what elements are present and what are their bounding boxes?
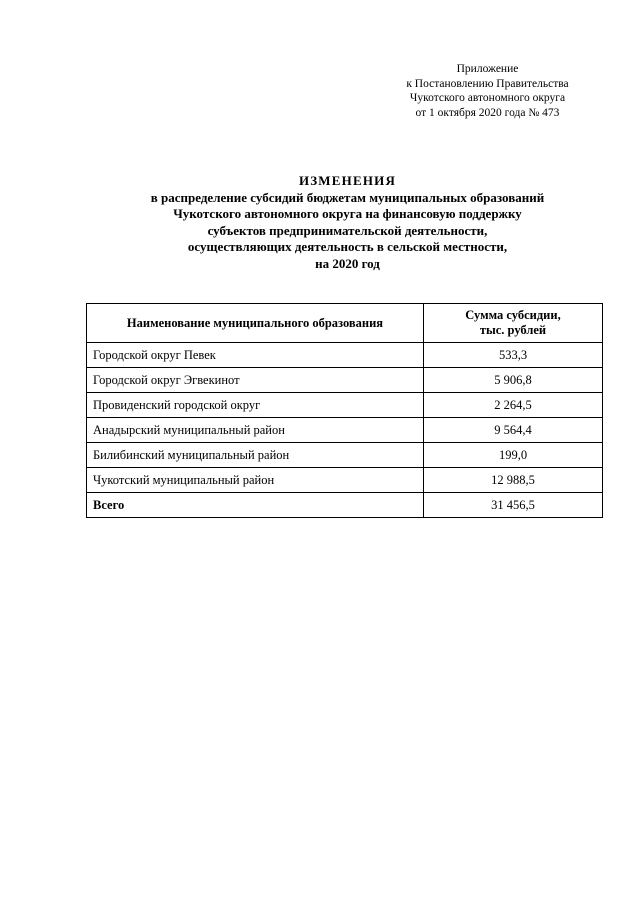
table-row xyxy=(87,343,603,368)
title-line: Чукотского автономного округа на финансовую поддержку xyxy=(173,206,522,221)
table-total-row xyxy=(87,493,603,518)
title-line: в распределение субсидий бюджетам муниципальных образований xyxy=(150,189,545,205)
municipality-name: Билибинский муниципальный район xyxy=(87,443,424,468)
appendix-line: к Постановлению Правительства xyxy=(406,77,569,90)
municipality-name: Анадырский муниципальный район xyxy=(87,418,424,443)
header-amount-line1: Сумма субсидии, xyxy=(465,308,561,322)
total-label: Всего xyxy=(87,493,424,518)
header-amount xyxy=(424,304,603,343)
title-line: осуществляющих деятельность в сельской местности, xyxy=(187,239,508,254)
subsidy-amount: 199,0 xyxy=(424,443,603,468)
subsidy-amount: 5 906,8 xyxy=(424,368,603,393)
table-row xyxy=(87,418,603,443)
municipality-name: Чукотский муниципальный район xyxy=(87,468,424,493)
table-row xyxy=(87,393,603,418)
subsidies-table xyxy=(86,303,603,518)
header-name: Наименование муниципального образования xyxy=(87,304,424,343)
appendix-line: от 1 октября 2020 года № 473 xyxy=(415,106,560,119)
header-amount-line2: тыс. рублей xyxy=(479,323,547,337)
table-row xyxy=(87,468,603,493)
title-line: субъектов предпринимательской деятельности, xyxy=(207,222,488,238)
appendix-line: Приложение xyxy=(456,63,519,75)
title-heading: ИЗМЕНЕНИЯ xyxy=(298,173,397,188)
table-row xyxy=(87,443,603,468)
subsidy-amount: 533,3 xyxy=(424,343,603,368)
document-title xyxy=(60,173,635,272)
total-amount: 31 456,5 xyxy=(424,493,603,518)
subsidy-amount: 9 564,4 xyxy=(424,418,603,443)
table-header-row xyxy=(87,304,603,343)
subsidy-amount: 12 988,5 xyxy=(424,468,603,493)
appendix-line: Чукотского автономного округа xyxy=(409,92,566,104)
title-line: на 2020 год xyxy=(315,255,380,271)
municipality-name: Городской округ Певек xyxy=(87,343,424,368)
table-row xyxy=(87,368,603,393)
subsidy-amount: 2 264,5 xyxy=(424,393,603,418)
appendix-block xyxy=(385,62,590,120)
municipality-name: Городской округ Эгвекинот xyxy=(87,368,424,393)
municipality-name: Провиденский городской округ xyxy=(87,393,424,418)
